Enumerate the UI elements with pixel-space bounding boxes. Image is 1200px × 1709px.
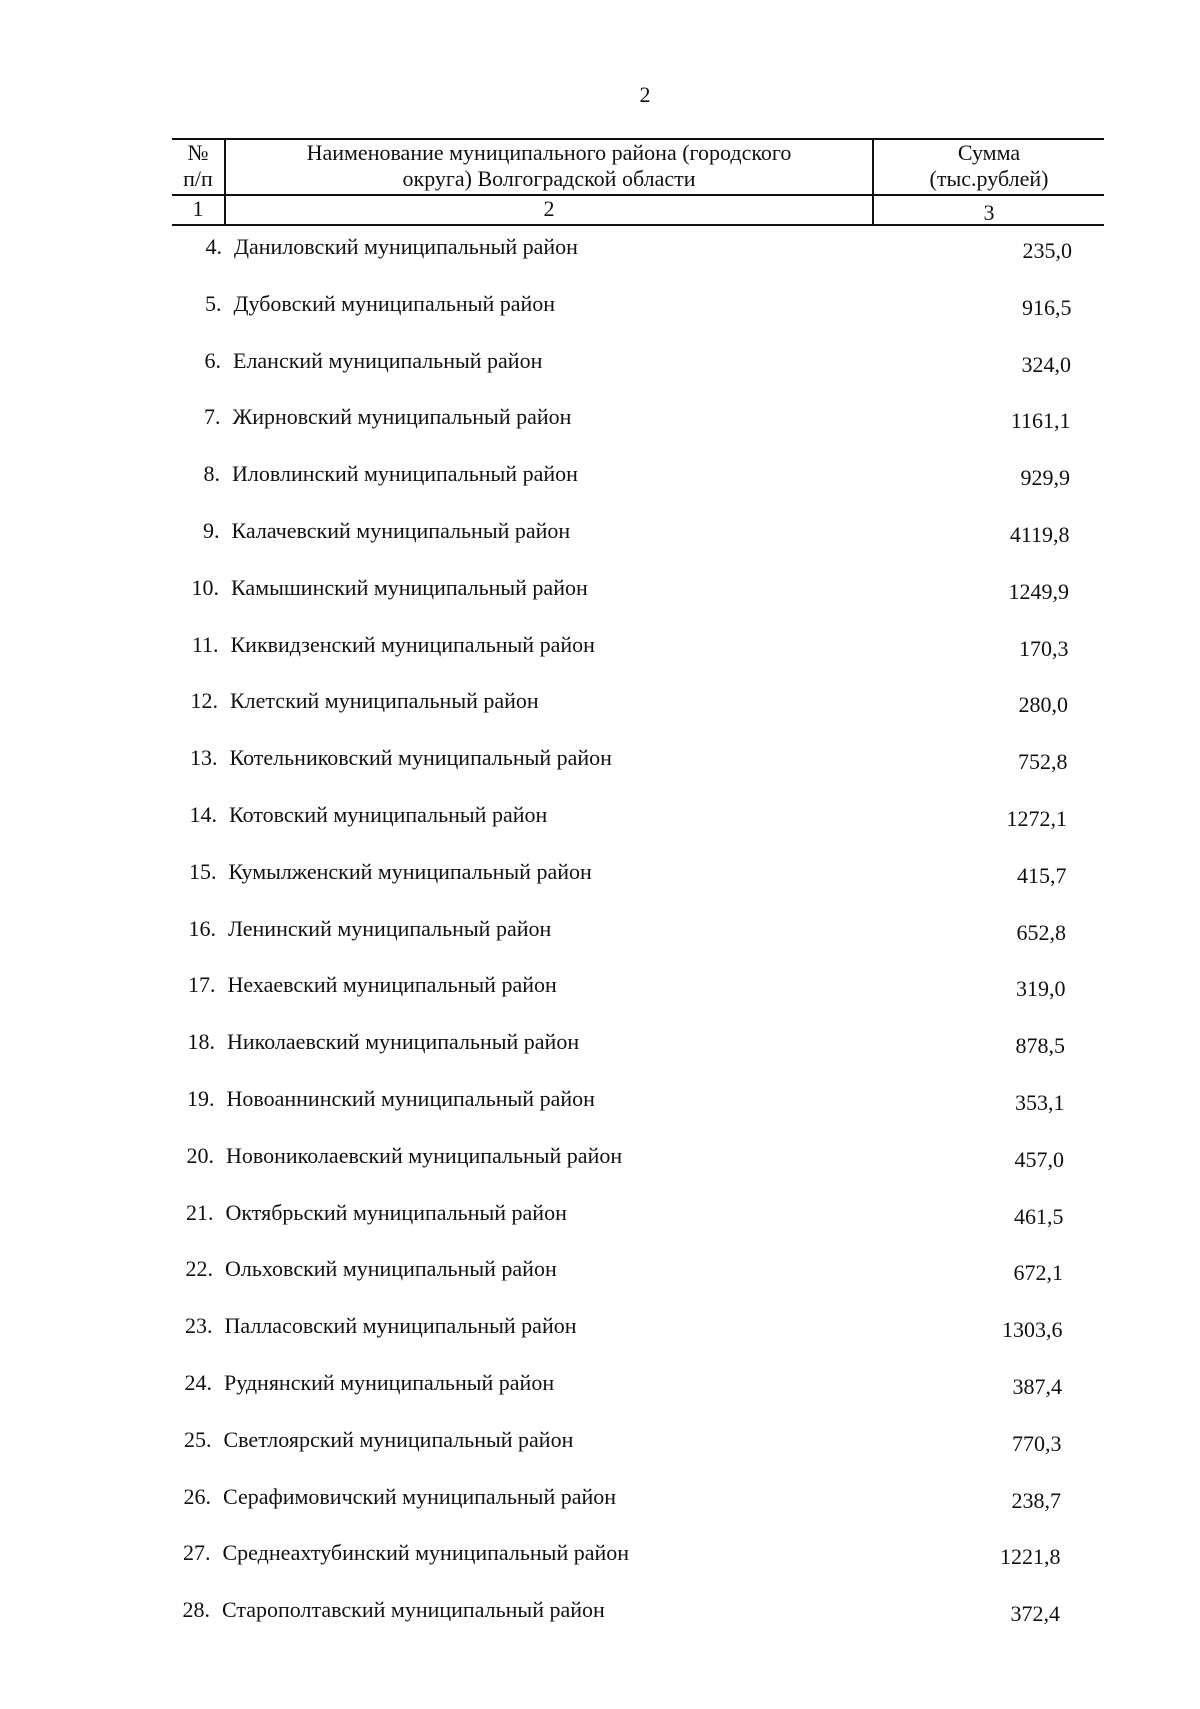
row-amount: 1161,1: [1010, 408, 1071, 434]
row-number: 4.: [205, 234, 222, 259]
row-amount: 916,5: [1022, 294, 1072, 320]
row-number: 12.: [190, 688, 218, 714]
header-col-amount-line2: (тыс.рублей): [929, 166, 1049, 191]
row-amount: 652,8: [1016, 919, 1066, 945]
row-amount: 457,0: [1014, 1146, 1064, 1172]
row-number: 19.: [187, 1086, 215, 1111]
row-number: 8.: [203, 461, 220, 487]
row-district-name: Среднеахтубинский муниципальный район: [222, 1540, 630, 1566]
row-number: 10.: [191, 574, 219, 600]
row-district-name: Ольховский муниципальный район: [225, 1256, 557, 1282]
row-amount: 1249,9: [1008, 578, 1069, 604]
row-amount: 4119,8: [1009, 522, 1070, 547]
row-amount: 878,5: [1015, 1033, 1065, 1059]
row-number: 24.: [184, 1370, 212, 1395]
header-col-number-line1: №: [187, 140, 209, 165]
row-number: 5.: [205, 290, 222, 316]
row-amount: 929,9: [1020, 465, 1070, 491]
row-amount: 324,0: [1021, 351, 1071, 377]
row-amount: 235,0: [1022, 238, 1072, 263]
row-district-name: Ленинский муниципальный район: [228, 915, 552, 941]
row-amount: 170,3: [1019, 635, 1069, 661]
row-amount: 319,0: [1016, 976, 1066, 1002]
row-district-name: Жирновский муниципальный район: [232, 404, 572, 430]
row-district-name: Даниловский муниципальный район: [234, 234, 578, 259]
page-number: 2: [639, 82, 651, 107]
row-number: 11.: [191, 631, 219, 657]
row-amount: 1221,8: [1000, 1544, 1061, 1570]
row-amount: 1303,6: [1002, 1317, 1063, 1343]
row-number: 14.: [189, 802, 217, 827]
row-district-name: Дубовский муниципальный район: [233, 290, 556, 316]
row-number: 17.: [188, 972, 216, 998]
row-district-name: Николаевский муниципальный район: [227, 1029, 580, 1055]
row-amount: 387,4: [1012, 1374, 1062, 1399]
row-district-name: Палласовский муниципальный район: [224, 1313, 577, 1339]
row-number: 27.: [183, 1540, 211, 1566]
header-index-2: 2: [543, 196, 555, 221]
row-number: 15.: [189, 858, 217, 884]
row-amount: 238,7: [1011, 1487, 1061, 1513]
row-amount: 461,5: [1014, 1203, 1064, 1229]
row-number: 28.: [182, 1597, 210, 1623]
row-district-name: Котовский муниципальный район: [229, 802, 548, 827]
row-number: 13.: [190, 745, 218, 771]
row-number: 25.: [184, 1426, 212, 1452]
row-district-name: Калачевский муниципальный район: [231, 518, 571, 543]
row-number: 20.: [186, 1142, 214, 1168]
row-number: 9.: [203, 518, 220, 543]
header-index-3: 3: [983, 200, 995, 225]
row-amount: 353,1: [1015, 1090, 1065, 1115]
row-district-name: Клетский муниципальный район: [230, 688, 539, 714]
row-amount: 1272,1: [1006, 806, 1067, 831]
row-district-name: Котельниковский муниципальный район: [229, 745, 612, 771]
row-amount: 752,8: [1018, 749, 1068, 775]
row-number: 22.: [185, 1256, 213, 1282]
row-district-name: Светлоярский муниципальный район: [223, 1426, 574, 1452]
row-district-name: Кумылженский муниципальный район: [228, 858, 592, 884]
row-district-name: Нехаевский муниципальный район: [227, 972, 557, 998]
row-amount: 415,7: [1017, 862, 1067, 888]
row-number: 6.: [204, 347, 221, 373]
row-district-name: Новониколаевский муниципальный район: [226, 1142, 623, 1168]
header-col-number-line2: п/п: [183, 166, 213, 191]
row-number: 18.: [187, 1029, 215, 1055]
row-amount: 672,1: [1013, 1260, 1063, 1286]
row-district-name: Октябрьский муниципальный район: [225, 1199, 567, 1225]
row-district-name: Новоаннинский муниципальный район: [226, 1086, 595, 1111]
row-amount: 372,4: [1010, 1601, 1060, 1627]
row-number: 26.: [183, 1483, 211, 1509]
row-district-name: Руднянский муниципальный район: [224, 1370, 555, 1395]
row-district-name: Киквидзенский муниципальный район: [230, 631, 595, 657]
row-number: 16.: [188, 915, 216, 941]
row-district-name: Еланский муниципальный район: [233, 347, 543, 373]
row-amount: 770,3: [1012, 1430, 1062, 1456]
row-number: 23.: [185, 1313, 213, 1339]
row-number: 7.: [204, 404, 221, 430]
header-col-name-line1: Наименование муниципального района (городского: [306, 140, 792, 165]
row-district-name: Камышинский муниципальный район: [231, 574, 588, 600]
header-index-1: 1: [192, 196, 204, 221]
header-col-name-line2: округа) Волгоградской области: [402, 166, 696, 191]
row-district-name: Серафимовичский муниципальный район: [223, 1483, 617, 1509]
row-number: 21.: [186, 1199, 214, 1225]
header-col-amount-line1: Сумма: [957, 140, 1021, 165]
row-district-name: Иловлинский муниципальный район: [232, 461, 578, 487]
row-district-name: Старополтавский муниципальный район: [222, 1597, 605, 1623]
row-amount: 280,0: [1018, 692, 1068, 718]
